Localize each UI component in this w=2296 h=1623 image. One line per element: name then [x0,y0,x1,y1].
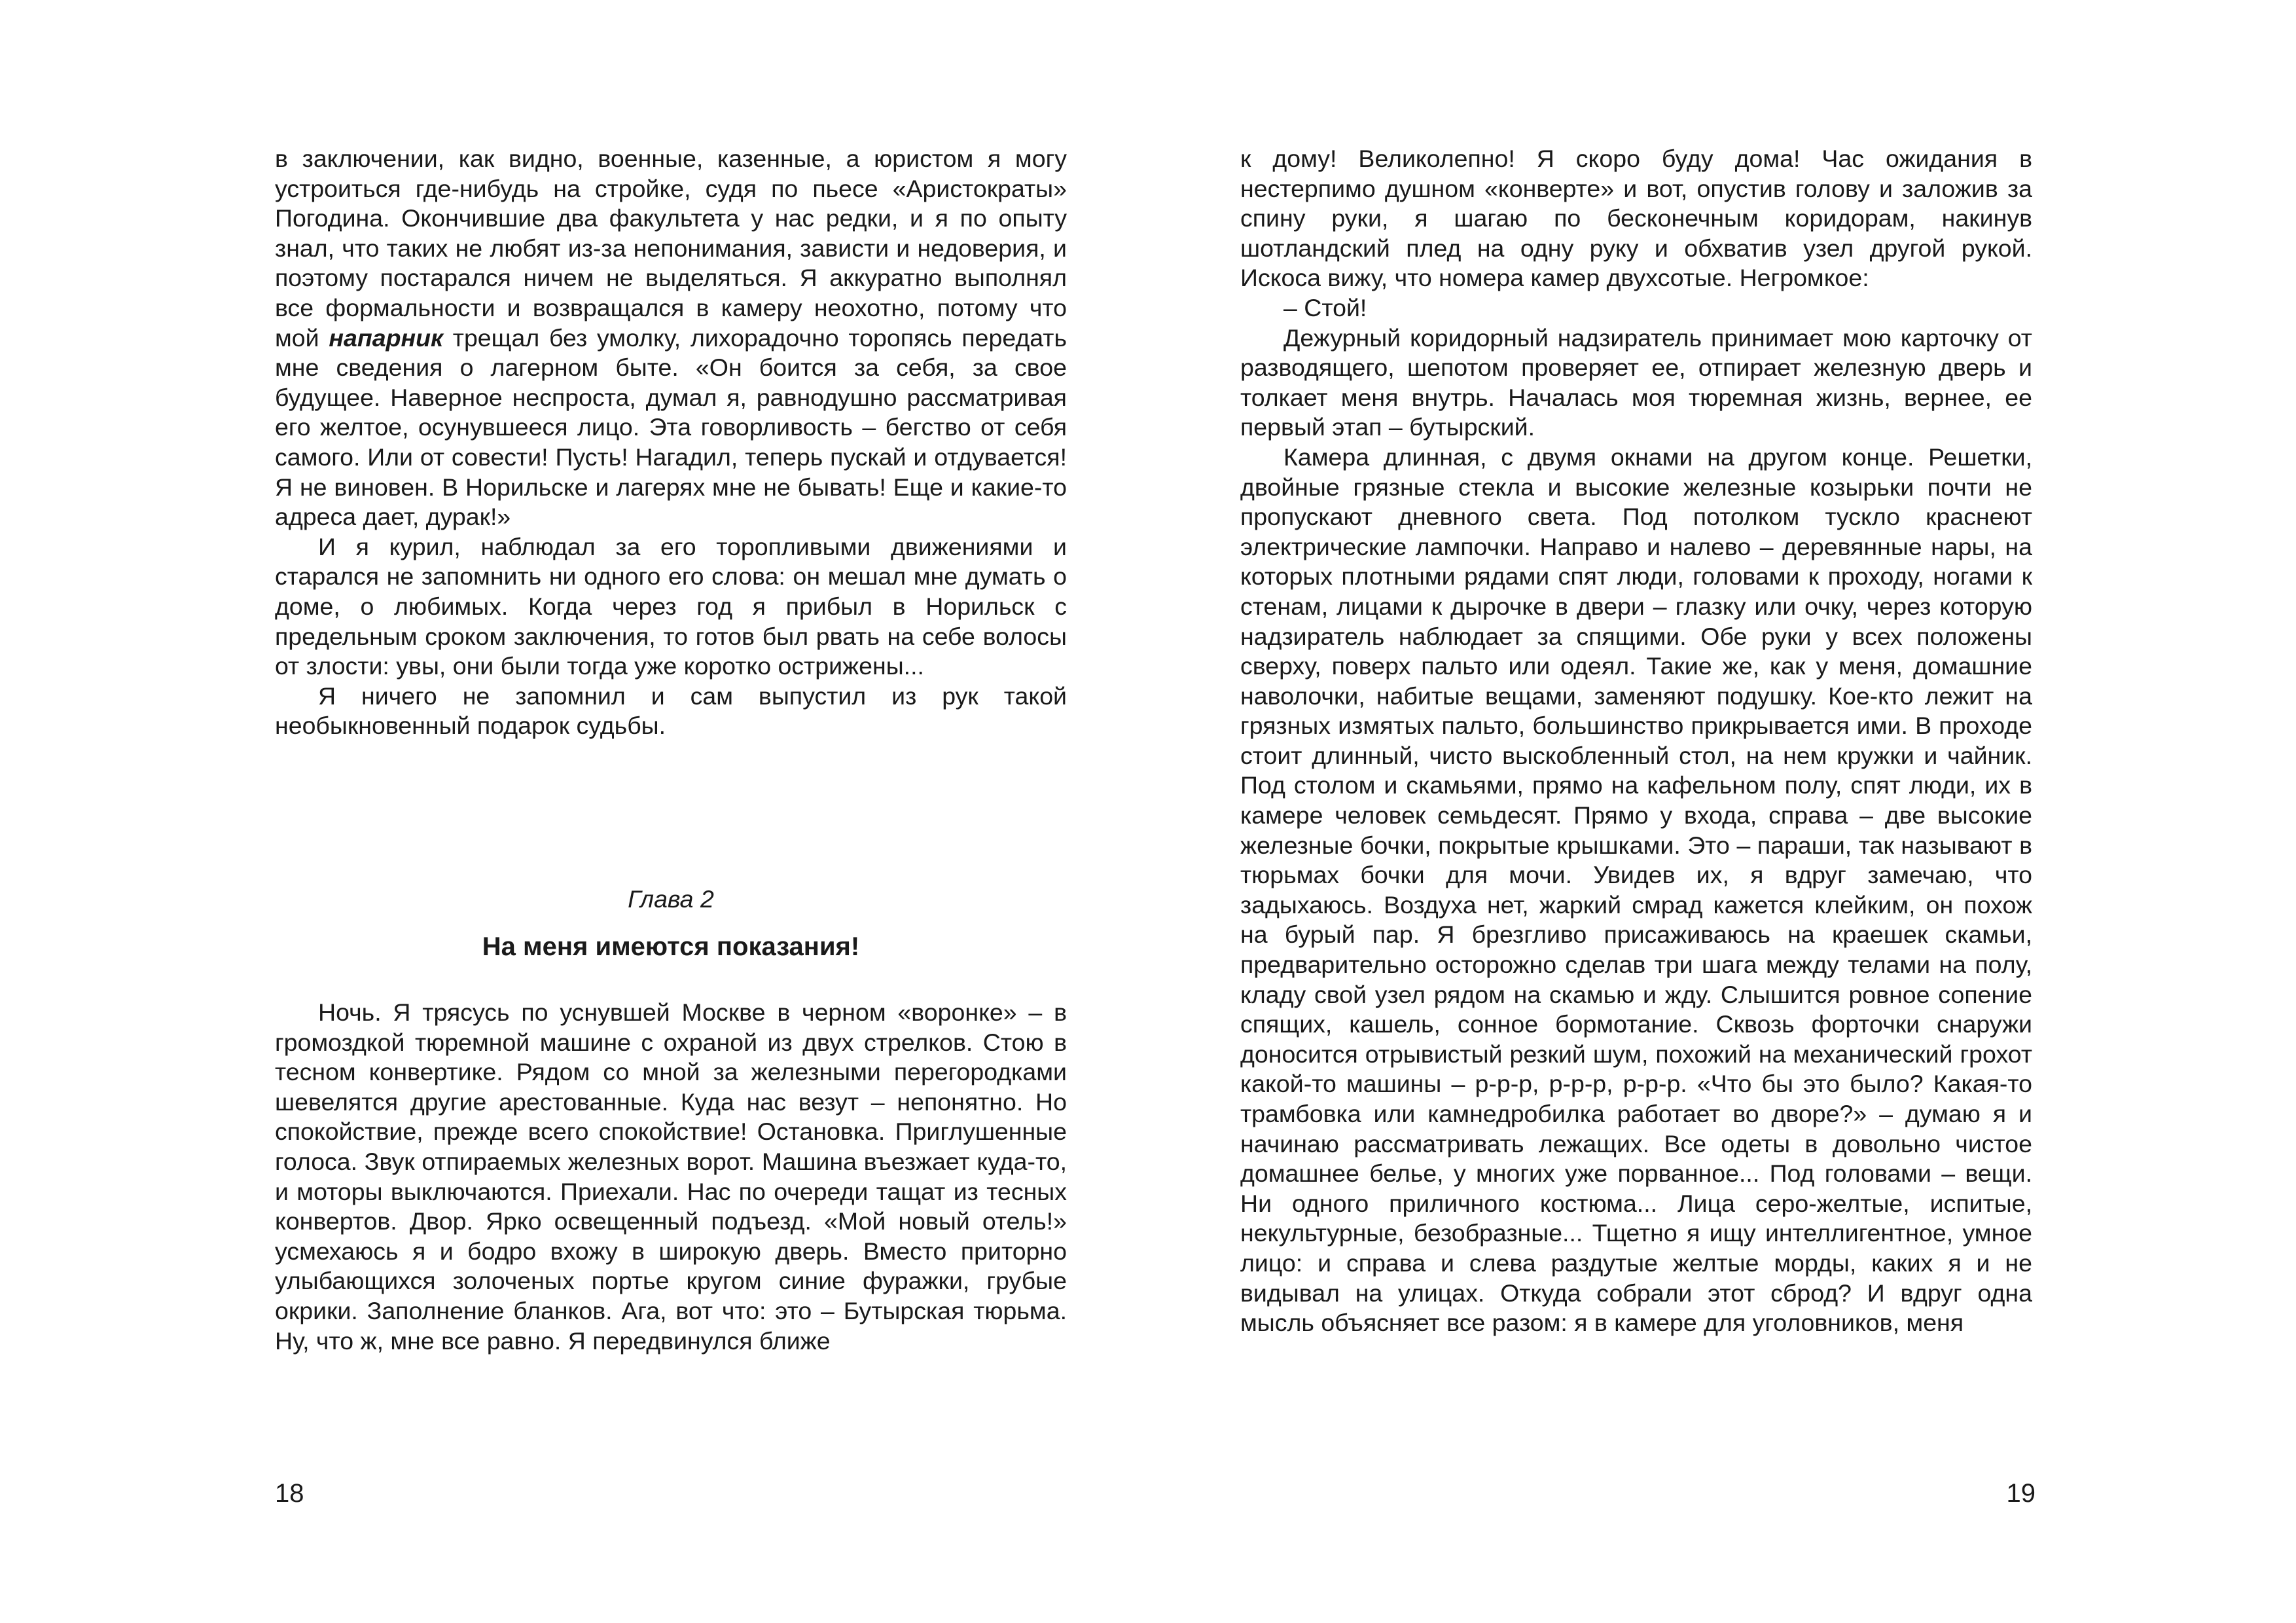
right-paragraph-2: – Стой! [1283,293,1367,321]
emphasized-word: напарник [329,323,444,352]
page-number-right: 19 [2006,1479,2036,1508]
right-paragraph-1: к дому! Великолепно! Я скоро буду дома! Час ожидания в нестерпимо душном «конверте» и вот, опустив голову и заложив за спину руки, я шагаю по бесконечным коридорам, накинув шотландский плед на одну руку и обхватив узел другой рукой. Искоса вижу, что номера камер двухсотые. Негромкое: [1240,145,2032,292]
left-paragraph-1-text: в заключении, как видно, военные, казенные, а юристом я могу устроиться где-нибудь на стройке, судя по пьесе «Аристократы» Погодина. Окончившие два факультета у нас редки, и я по опыту знал, что таких не любят из-за непонимания, зависти и недоверия, и поэтому постарался ничем не выделяться. Я аккуратно выполнял все формальности и возвращался в камеру неохотно, потому что мой [275,145,1067,352]
right-paragraph-4: Камера длинная, с двумя окнами на другом конце. Решетки, двойные грязные стекла и высокие железные козырьки почти не пропускают дневного света. Под потолком тускло краснеют электрические лампочки. Направо и налево – деревянные нары, на которых плотными рядами спят люди, головами к проходу, ногами к стенам, лицами к дырочке в двери – глазку или очку, через которую надзиратель наблюдает за спящими. Обе руки у всех положены сверху, поверх пальто или одеял. Такие же, как у меня, домашние наволочки, набитые вещами, заменяют подушку. Кое-кто лежит на грязных измятых пальто, большинство прикрывается ими. В проходе стоит длинный, чисто выскобленный стол, на нем кружки и чайник. Под столом и скамьями, прямо на кафельном полу, спят люди, их в камере человек семьдесят. Прямо у входа, справа – две высокие железные бочки, покрытые крышками. Это – параши, так называют в тюрьмах бочки для мочи. Увидев их, я вдруг замечаю, что задыхаюсь. Воздуха нет, жаркий смрад кажется клейким, он похож на бурый пар. Я брезгливо присаживаюсь на краешек скамьи, предварительно осторожно сделав три шага между телами на полу, кладу свой узел рядом на скамью и жду. Слышится ровное сопение спящих, кашель, сонное бормотание. Сквозь форточки снаружи доносится отрывистый резкий шум, похожий на механический грохот какой-то машины – р-р-р, р-р-р, р-р-р. «Что бы это было? Какая-то трамбовка или камнедробилка работает во дворе?» – думаю я и начинаю рассматривать лежащих. Все одеты в довольно чистое домашнее белье, у многих уже порванное... Под головами – вещи. Ни одного приличного костюма... Лица серо-желтые, испитые, некультурные, безобразные... Тщетно я ищу интеллигентное, умное лицо: и справа и слева раздутые желтые морды, каких я и не видывал на улицах. Откуда собрали этот сброд? И вдруг одна мысль объясняет все разом: я в камере для уголовников, меня [1240,443,2032,1337]
left-paragraph-2: И я курил, наблюдал за его торопливыми движениями и старался не запомнить ни одного его слова: он мешал мне думать о доме, о любимых. Когда через год я прибыл в Норильск с предельным сроком заключения, то готов был рвать на себе волосы от злости: увы, они были тогда уже коротко острижены... [275,532,1067,680]
right-paragraph-3: Дежурный коридорный надзиратель принимает мою карточку от разводящего, шепотом проверяет ее, отпирает железную дверь и толкает меня внутрь. Началась моя тюремная жизнь, вернее, ее первый этап – бутырский. [1240,323,2032,441]
left-paragraph-1 [275,144,1067,532]
right-page [1240,144,2032,1338]
chapter-spacer [275,741,1067,884]
left-paragraph-1-continued: трещал без умолку, лихорадочно торопясь передать мне сведения о лагерном быте. «Он боится за себя, за свое будущее. Наверное неспроста, думал я, равнодушно рассматривая его желтое, осунувшееся лицо. Эта говорливость – бегство от себя самого. Или от совести! Пусть! Нагадил, теперь пускай и отдувается! Я не виновен. В Норильске и лагерях мне не бывать! Еще и какие-то адреса дает, дурак!» [275,323,1067,531]
chapter-label: Глава 2 [628,884,714,913]
chapter-title: На меня имеются показания! [482,932,860,962]
page-number-left: 18 [275,1479,304,1508]
left-page [275,144,1067,1356]
left-paragraph-3: Я ничего не запомнил и сам выпустил из рук такой необыкновенный подарок судьбы. [275,682,1067,740]
left-paragraph-4: Ночь. Я трясусь по уснувшей Москве в черном «воронке» – в громоздкой тюремной машине с охраной из двух стрелков. Стою в тесном конвертике. Рядом со мной за железными перегородками шевелятся другие арестованные. Куда нас везут – непонятно. Но спокойствие, прежде всего спокойствие! Остановка. Приглушенные голоса. Звук отпираемых железных ворот. Машина въезжает куда-то, и моторы выключаются. Приехали. Нас по очереди тащат из тесных конвертов. Двор. Ярко освещенный подъезд. «Мой новый отель!» усмехаюсь я и бодро вхожу в широкую дверь. Вместо приторно улыбающихся золоченых портье кругом синие фуражки, грубые окрики. Заполнение бланков. Ага, вот что: это – Бутырская тюрьма. Ну, что ж, мне все равно. Я передвинулся ближе [275,998,1067,1355]
